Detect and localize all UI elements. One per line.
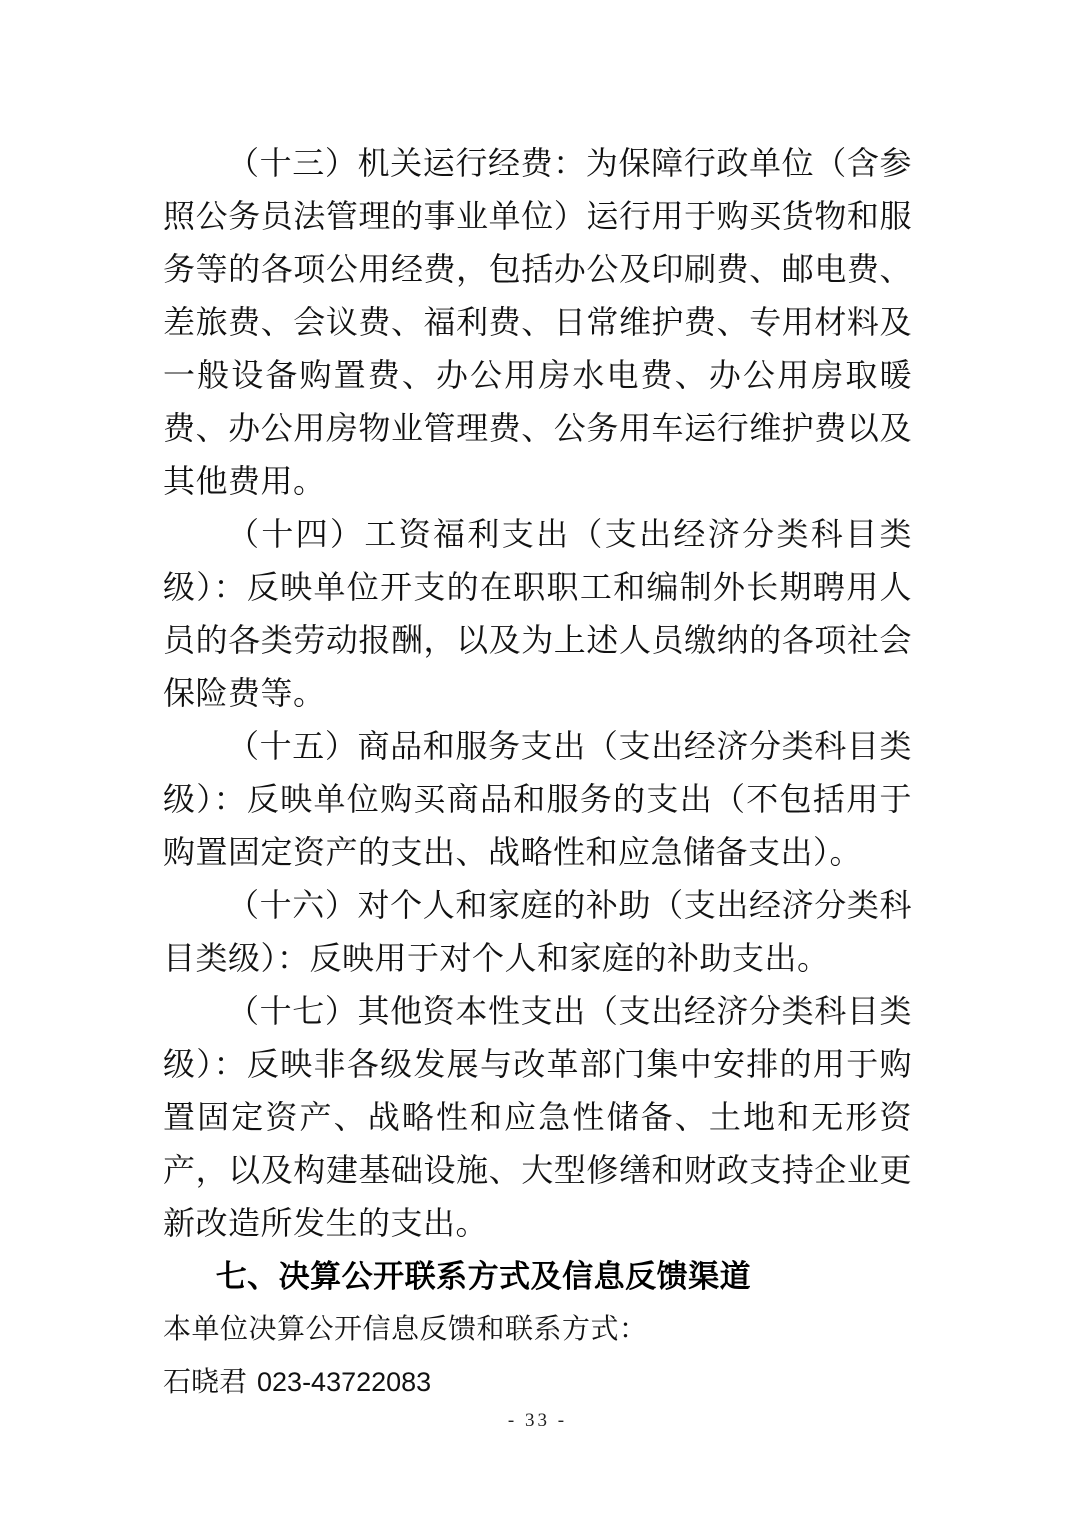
paragraph-item-13: （十三）机关运行经费：为保障行政单位（含参照公务员法管理的事业单位）运行用于购买货物和服务等的各项公用经费，包括办公及印刷费、邮电费、差旅费、会议费、福利费、日常维护费、专用材料及一般设备购置费、办公用房水电费、办公用房取暖费、办公用房物业管理费、公务用车运行维护费以及其他费用。 bbox=[163, 145, 912, 499]
paragraph-item-15: （十五）商品和服务支出（支出经济分类科目类级）：反映单位购买商品和服务的支出（不包括用于购置固定资产的支出、战略性和应急储备支出）。 bbox=[163, 728, 912, 870]
page-number: - 33 - bbox=[507, 1410, 568, 1431]
document-body bbox=[163, 137, 912, 1409]
paragraph-item-16: （十六）对个人和家庭的补助（支出经济分类科目类级）：反映用于对个人和家庭的补助支出。 bbox=[163, 887, 912, 976]
page-footer bbox=[0, 1410, 1075, 1432]
contact-phone-number: 023-43722083 bbox=[257, 1367, 432, 1397]
paragraph-item-14: （十四）工资福利支出（支出经济分类科目类级）：反映单位开支的在职职工和编制外长期聘用人员的各类劳动报酬，以及为上述人员缴纳的各项社会保险费等。 bbox=[163, 516, 912, 711]
contact-intro-line: 本单位决算公开信息反馈和联系方式： bbox=[163, 1314, 648, 1345]
section-heading-contact-channels: 七、决算公开联系方式及信息反馈渠道 bbox=[215, 1259, 752, 1294]
paragraph-item-17: （十七）其他资本性支出（支出经济分类科目类级）：反映非各级发展与改革部门集中安排的用于购置固定资产、战略性和应急性储备、土地和无形资产，以及构建基础设施、大型修缮和财政支持企业更新改造所发生的支出。 bbox=[163, 993, 912, 1241]
contact-person-name: 石晓君 bbox=[163, 1367, 248, 1398]
contact-person-line bbox=[163, 1356, 912, 1409]
